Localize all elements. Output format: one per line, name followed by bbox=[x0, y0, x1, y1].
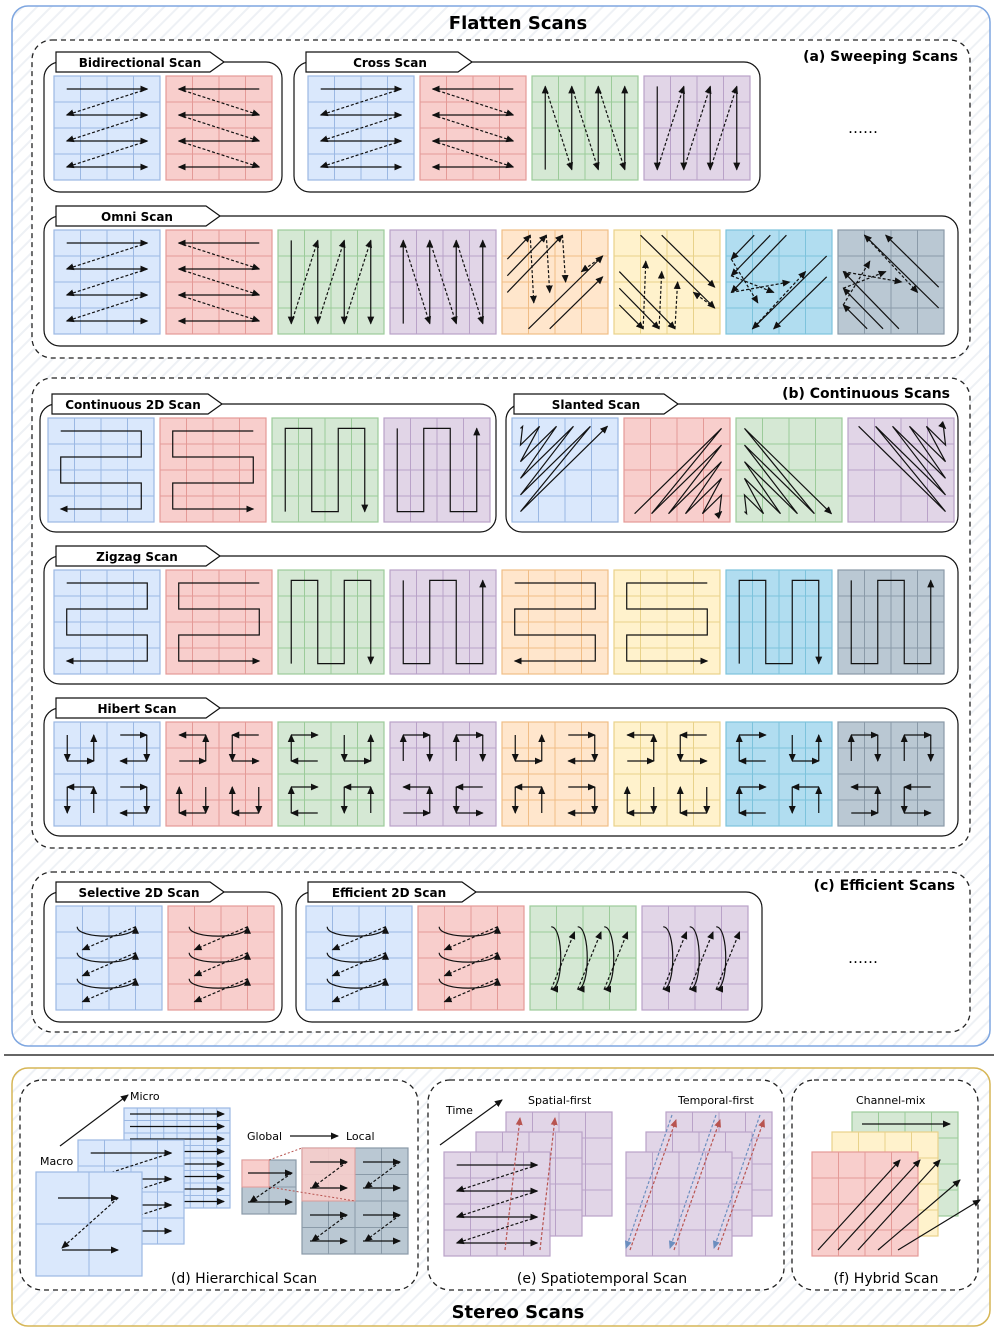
tab-cross bbox=[306, 52, 472, 72]
efficient2d-grid-1 bbox=[306, 906, 412, 1010]
cross-grid-4 bbox=[644, 76, 750, 180]
bidirectional-grid-2 bbox=[166, 76, 272, 180]
hybrid-frame-red bbox=[812, 1152, 918, 1256]
tab-slanted bbox=[514, 394, 678, 414]
hybrid-caption: (f) Hybrid Scan bbox=[833, 1271, 939, 1287]
zigzag-grid-8 bbox=[838, 570, 944, 674]
efficient2d-grid-3 bbox=[530, 906, 636, 1010]
hierarchical-caption: (d) Hierarchical Scan bbox=[170, 1271, 318, 1287]
slanted-grid-2 bbox=[624, 418, 730, 522]
tab-efficient2d bbox=[308, 882, 476, 902]
efficient2d-grid-4 bbox=[642, 906, 748, 1010]
hilbert-grid-5 bbox=[502, 722, 608, 826]
continuous2d-grid-1 bbox=[48, 418, 154, 522]
stereo-title: Stereo Scans bbox=[451, 1302, 585, 1323]
sweeping-title: (a) Sweeping Scans bbox=[803, 49, 958, 65]
hilbert-grid-3 bbox=[278, 722, 384, 826]
zigzag-grid-7 bbox=[726, 570, 832, 674]
macro-label: Macro bbox=[40, 1155, 74, 1168]
flatten-title: Flatten Scans bbox=[448, 13, 588, 34]
bidirectional-grid-1 bbox=[54, 76, 160, 180]
zigzag-grid-5 bbox=[502, 570, 608, 674]
omni-grid-3 bbox=[278, 230, 384, 334]
zigzag-grid-4 bbox=[390, 570, 496, 674]
temporal-first-label: Temporal-first bbox=[678, 1094, 754, 1107]
omni-grid-1 bbox=[54, 230, 160, 334]
hilbert-grid-1 bbox=[54, 722, 160, 826]
zigzag-grid-3 bbox=[278, 570, 384, 674]
hilbert-grid-2 bbox=[166, 722, 272, 826]
zigzag-label: Zigzag Scan bbox=[96, 550, 178, 564]
hilbert-grid-7 bbox=[726, 722, 832, 826]
omni-grid-7 bbox=[726, 230, 832, 334]
local-label: Local bbox=[346, 1130, 375, 1143]
spatial-first-label: Spatial-first bbox=[528, 1094, 592, 1107]
bidirectional-label: Bidirectional Scan bbox=[78, 56, 202, 70]
zigzag-grid-1 bbox=[54, 570, 160, 674]
efficient2d-grid-2 bbox=[418, 906, 524, 1010]
slanted-grid-3 bbox=[736, 418, 842, 522]
tab-bidirectional bbox=[56, 52, 224, 72]
efficient-title: (c) Efficient Scans bbox=[813, 878, 955, 894]
continuous2d-label: Continuous 2D Scan bbox=[65, 398, 201, 412]
tab-zigzag bbox=[56, 546, 220, 566]
slanted-grid-1 bbox=[512, 418, 618, 522]
tab-omni bbox=[56, 206, 220, 226]
continuous-title: (b) Continuous Scans bbox=[782, 386, 950, 402]
omni-grid-5 bbox=[502, 230, 608, 334]
spatiotemporal-caption: (e) Spatiotemporal Scan bbox=[516, 1271, 688, 1287]
tab-selective bbox=[56, 882, 224, 902]
selective-grid-1 bbox=[56, 906, 162, 1010]
selective-grid-2 bbox=[168, 906, 274, 1010]
hilbert-label: Hibert Scan bbox=[97, 702, 177, 716]
continuous2d-grid-4 bbox=[384, 418, 490, 522]
zigzag-grid-6 bbox=[614, 570, 720, 674]
spatial-first-frame-3 bbox=[444, 1152, 550, 1256]
omni-grid-2 bbox=[166, 230, 272, 334]
channel-mix-label: Channel-mix bbox=[856, 1094, 926, 1107]
hilbert-grid-6 bbox=[614, 722, 720, 826]
cross-grid-3 bbox=[532, 76, 638, 180]
tab-hilbert bbox=[56, 698, 220, 718]
efficient-ellipsis: …… bbox=[848, 949, 878, 967]
efficient2d-label: Efficient 2D Scan bbox=[331, 886, 447, 900]
omni-grid-6 bbox=[614, 230, 720, 334]
zigzag-grid-2 bbox=[166, 570, 272, 674]
hilbert-grid-8 bbox=[838, 722, 944, 826]
slanted-label: Slanted Scan bbox=[551, 398, 641, 412]
selective-label: Selective 2D Scan bbox=[78, 886, 200, 900]
continuous2d-grid-2 bbox=[160, 418, 266, 522]
sweeping-ellipsis: …… bbox=[848, 119, 878, 137]
hilbert-grid-4 bbox=[390, 722, 496, 826]
omni-label: Omni Scan bbox=[101, 210, 173, 224]
cross-grid-1 bbox=[308, 76, 414, 180]
cross-label: Cross Scan bbox=[353, 56, 427, 70]
continuous2d-grid-3 bbox=[272, 418, 378, 522]
hierarchical-macro-grid bbox=[36, 1172, 142, 1276]
omni-grid-8 bbox=[838, 230, 944, 334]
omni-grid-4 bbox=[390, 230, 496, 334]
global-label: Global bbox=[247, 1130, 283, 1143]
time-label: Time bbox=[446, 1104, 473, 1117]
cross-grid-2 bbox=[420, 76, 526, 180]
micro-label: Micro bbox=[130, 1090, 160, 1103]
tab-continuous2d bbox=[52, 394, 222, 414]
slanted-grid-4 bbox=[848, 418, 954, 522]
